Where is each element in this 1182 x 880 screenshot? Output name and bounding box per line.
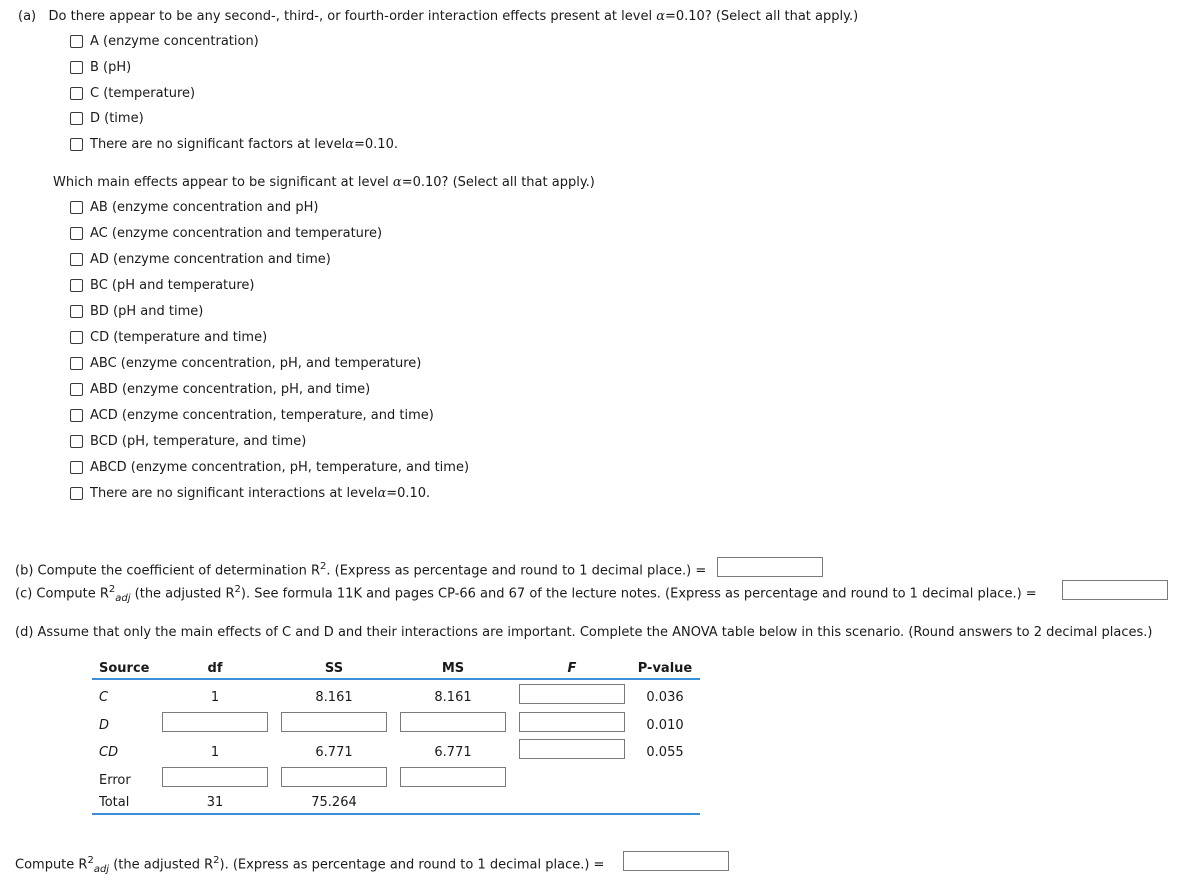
checkbox-ab[interactable] xyxy=(70,197,318,217)
checkbox[interactable] xyxy=(70,331,83,344)
checkbox[interactable] xyxy=(70,201,83,214)
df-total: 31 xyxy=(206,795,224,810)
ss-cd: 6.771 xyxy=(315,745,353,760)
p-value-d: 0.010 xyxy=(646,718,684,733)
df-error-input[interactable] xyxy=(162,767,268,787)
checkbox-label: CD (temperature and time) xyxy=(90,329,268,345)
checkbox-abcd[interactable] xyxy=(70,457,469,477)
checkbox-abd[interactable] xyxy=(70,379,370,399)
table-bottom-rule xyxy=(92,813,700,815)
checkbox-label: AD (enzyme concentration and time) xyxy=(90,251,331,267)
question-final-text: Compute R xyxy=(15,857,88,873)
checkbox-label: There are no significant factors at level xyxy=(90,136,346,152)
checkbox-ac[interactable] xyxy=(70,223,382,243)
header-f: F xyxy=(567,661,577,676)
alpha-symbol: α xyxy=(377,485,387,501)
header-ss: SS xyxy=(324,661,344,676)
checkbox-bc[interactable] xyxy=(70,275,255,295)
question-main-effects xyxy=(53,175,595,191)
source-error: Error xyxy=(99,773,131,788)
checkbox[interactable] xyxy=(70,253,83,266)
checkbox-label-end: =0.10. xyxy=(386,485,431,501)
source-total: Total xyxy=(99,795,130,810)
superscript: 2 xyxy=(319,561,327,572)
df-cd: 1 xyxy=(210,745,220,760)
checkbox[interactable] xyxy=(70,279,83,292)
checkbox[interactable] xyxy=(70,61,83,74)
checkbox-label-end: =0.10. xyxy=(354,136,398,152)
question-final xyxy=(15,853,604,878)
ss-d-input[interactable] xyxy=(281,712,387,732)
superscript: 2 xyxy=(87,855,94,866)
ms-cd: 6.771 xyxy=(434,745,472,760)
checkbox-label: C (temperature) xyxy=(90,85,196,101)
superscript: 2 xyxy=(213,855,220,866)
question-final-text-end: ). (Express as percentage and round to 1 decimal place.) = xyxy=(219,857,605,873)
checkbox-label: A (enzyme concentration) xyxy=(90,33,259,49)
checkbox-label: BC (pH and temperature) xyxy=(90,277,255,293)
checkbox[interactable] xyxy=(70,487,83,500)
question-c xyxy=(15,582,1037,607)
checkbox-label: BD (pH and time) xyxy=(90,303,204,319)
question-a-text-end: =0.10? (Select all that apply.) xyxy=(664,9,859,24)
subscript: adj xyxy=(115,592,131,604)
checkbox[interactable] xyxy=(70,305,83,318)
question-b xyxy=(15,559,706,579)
question-main-text-end: =0.10? (Select all that apply.) xyxy=(401,175,595,190)
checkbox-interactions-none[interactable] xyxy=(70,483,430,503)
question-final-mid: (the adjusted R xyxy=(109,857,214,873)
checkbox-label: B (pH) xyxy=(90,59,132,75)
checkbox[interactable] xyxy=(70,409,83,422)
source-d: D xyxy=(99,718,110,733)
checkbox[interactable] xyxy=(70,227,83,240)
checkbox[interactable] xyxy=(70,435,83,448)
alpha-symbol: α xyxy=(656,9,665,24)
checkbox-ad[interactable] xyxy=(70,249,331,269)
table-header-rule xyxy=(92,678,700,680)
question-main-text: Which main effects appear to be significant at level xyxy=(53,175,393,190)
p-value-c: 0.036 xyxy=(646,690,684,705)
checkbox-abc[interactable] xyxy=(70,353,421,373)
ms-c: 8.161 xyxy=(434,690,472,705)
header-df: df xyxy=(207,661,223,676)
ss-error-input[interactable] xyxy=(281,767,387,787)
final-adjusted-r-squared-input[interactable] xyxy=(623,851,729,871)
checkbox-a-option-d[interactable] xyxy=(70,108,144,128)
question-c-text: (c) Compute R xyxy=(15,586,109,602)
subscript: adj xyxy=(93,863,110,875)
f-c-input[interactable] xyxy=(519,684,625,704)
r-squared-input[interactable] xyxy=(717,557,823,577)
adjusted-r-squared-input[interactable] xyxy=(1062,580,1168,600)
ms-error-input[interactable] xyxy=(400,767,506,787)
checkbox-label: ACD (enzyme concentration, temperature, and time) xyxy=(90,407,434,423)
checkbox-label: ABCD (enzyme concentration, pH, temperature, and time) xyxy=(90,459,470,475)
checkbox[interactable] xyxy=(70,35,83,48)
checkbox-label: BCD (pH, temperature, and time) xyxy=(90,433,307,449)
checkbox-bcd[interactable] xyxy=(70,431,306,451)
checkbox-acd[interactable] xyxy=(70,405,434,425)
checkbox[interactable] xyxy=(70,138,83,151)
question-b-text-end: . (Express as percentage and round to 1 decimal place.) = xyxy=(326,563,707,579)
checkbox-a-option-c[interactable] xyxy=(70,83,195,103)
checkbox-label: D (time) xyxy=(90,110,144,126)
question-d: (d) Assume that only the main effects of C and D and their interactions are important. Complete the ANOVA table below in this scenario. (Round answers to 2 decimal places.) xyxy=(15,625,1153,640)
question-b-text: (b) Compute the coefficient of determination R xyxy=(15,563,320,579)
checkbox[interactable] xyxy=(70,461,83,474)
ss-total: 75.264 xyxy=(311,795,357,810)
checkbox[interactable] xyxy=(70,87,83,100)
question-c-mid: (the adjusted R xyxy=(130,586,235,602)
superscript: 2 xyxy=(108,584,116,595)
checkbox-a-option-a[interactable] xyxy=(70,31,259,51)
superscript: 2 xyxy=(234,584,241,595)
checkbox[interactable] xyxy=(70,112,83,125)
f-d-input[interactable] xyxy=(519,712,625,732)
checkbox-cd[interactable] xyxy=(70,327,267,347)
alpha-symbol: α xyxy=(392,175,402,190)
checkbox-a-option-b[interactable] xyxy=(70,57,131,77)
question-a xyxy=(18,9,858,25)
header-ms: MS xyxy=(441,661,465,676)
f-cd-input[interactable] xyxy=(519,739,625,759)
checkbox-bd[interactable] xyxy=(70,301,203,321)
checkbox-label: ABC (enzyme concentration, pH, and temperature) xyxy=(90,355,422,371)
checkbox-label: There are no significant interactions at level xyxy=(90,485,378,501)
checkbox-label: ABD (enzyme concentration, pH, and time) xyxy=(90,381,371,397)
source-c: C xyxy=(99,690,109,705)
question-a-text: Do there appear to be any second-, third-, or fourth-order interaction effects present at level xyxy=(48,9,657,24)
df-c: 1 xyxy=(210,690,220,705)
checkbox[interactable] xyxy=(70,383,83,396)
checkbox-a-none[interactable] xyxy=(70,134,398,154)
source-cd: CD xyxy=(99,745,119,760)
part-a-label: (a) xyxy=(18,9,37,24)
checkbox[interactable] xyxy=(70,357,83,370)
checkbox-label: AB (enzyme concentration and pH) xyxy=(90,199,319,215)
checkbox-label: AC (enzyme concentration and temperature) xyxy=(90,225,383,241)
ss-c: 8.161 xyxy=(315,690,353,705)
df-d-input[interactable] xyxy=(162,712,268,732)
header-source: Source xyxy=(99,661,150,676)
header-p-value: P-value xyxy=(637,661,693,676)
ms-d-input[interactable] xyxy=(400,712,506,732)
question-c-text-end: ). See formula 11K and pages CP-66 and 67 of the lecture notes. (Express as percentage and round to 1 decimal place.) = xyxy=(240,586,1037,602)
alpha-symbol: α xyxy=(345,136,354,152)
p-value-cd: 0.055 xyxy=(646,745,684,760)
